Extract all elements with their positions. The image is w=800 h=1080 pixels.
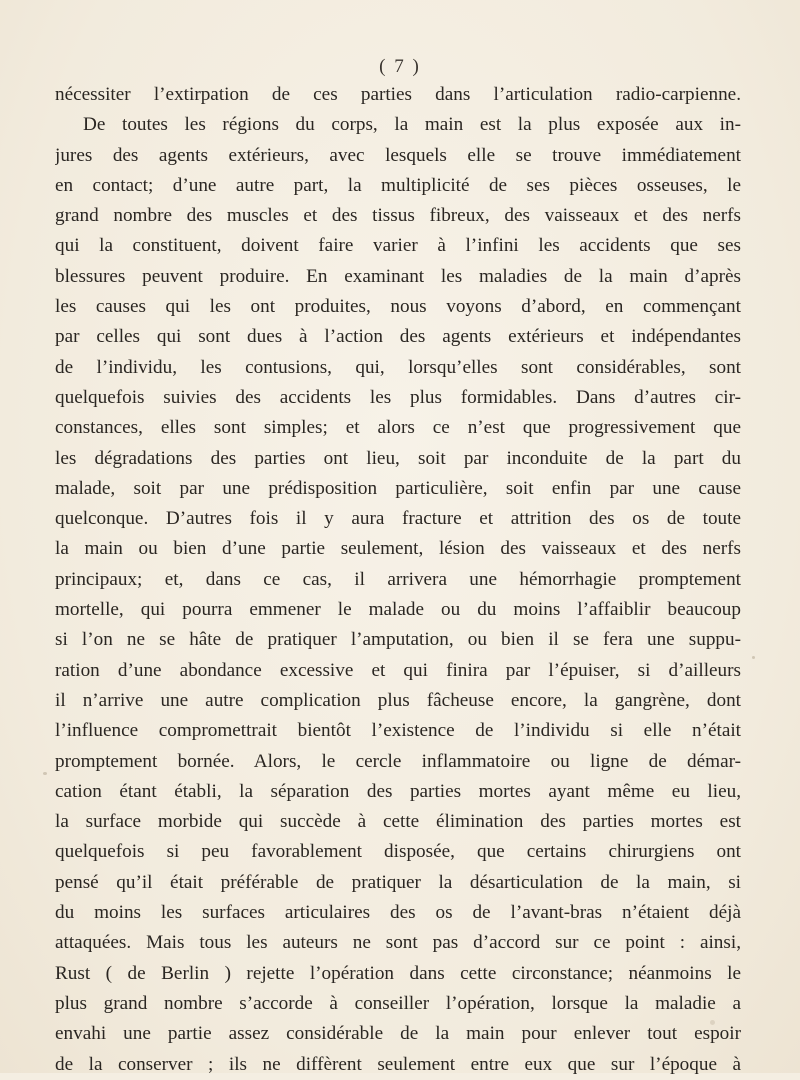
text-line: par celles qui sont dues à l’action des agents extérieurs et indépendantes <box>55 326 741 348</box>
text-line: quelquefois suivies des accidents les plus formidables. Dans d’autres cir- <box>55 386 741 408</box>
text-line: nécessiter l’extirpation de ces parties dans l’articulation radio-carpienne. <box>55 84 741 105</box>
text-line: jures des agents extérieurs, avec lesquels elle se trouve immédiatement <box>55 144 741 166</box>
text-line: blessures peuvent produire. En examinant les maladies de la main d’après <box>55 265 741 287</box>
text-line: la surface morbide qui succède à cette élimination des parties mortes est <box>55 811 741 833</box>
text-line: qui la constituent, doivent faire varier à l’infini les accidents que ses <box>55 235 741 257</box>
text-line: constances, elles sont simples; et alors ce n’est que progressivement que <box>55 417 741 439</box>
text-line: Rust ( de Berlin ) rejette l’opération dans cette circonstance; néanmoins le <box>55 962 741 984</box>
text-line: mortelle, qui pourra emmener le malade ou du moins l’affaiblir beaucoup <box>55 599 741 621</box>
text-line: si l’on ne se hâte de pratiquer l’amputation, ou bien il se fera une suppu- <box>55 629 741 651</box>
paper-speck <box>710 1020 715 1025</box>
text-line: attaquées. Mais tous les auteurs ne sont pas d’accord sur ce point : ainsi, <box>55 932 741 954</box>
paper-speck <box>752 656 755 659</box>
text-line: de la conserver ; ils ne diffèrent seulement entre eux que sur l’époque à <box>55 1053 741 1075</box>
text-line: ration d’une abondance excessive et qui finira par l’épuiser, si d’ailleurs <box>55 659 741 681</box>
text-line: du moins les surfaces articulaires des os de l’avant-bras n’étaient déjà <box>55 902 741 924</box>
text-line: pensé qu’il était préférable de pratiquer la désarticulation de la main, si <box>55 871 741 893</box>
text-line: grand nombre des muscles et des tissus fibreux, des vaisseaux et des nerfs <box>55 205 741 227</box>
text-line: les causes qui les ont produites, nous voyons d’abord, en commençant <box>55 296 741 318</box>
text-line: quelconque. D’autres fois il y aura fracture et attrition des os de toute <box>55 508 741 530</box>
paper-speck <box>43 772 47 775</box>
text-line: il n’arrive une autre complication plus fâcheuse encore, la gangrène, dont <box>55 689 741 711</box>
text-line: quelquefois si peu favorablement disposée, que certains chirurgiens ont <box>55 841 741 863</box>
text-line: plus grand nombre s’accorde à conseiller l’opération, lorsque la maladie a <box>55 992 741 1014</box>
text-line: la main ou bien d’une partie seulement, lésion des vaisseaux et des nerfs <box>55 538 741 560</box>
text-line: envahi une partie assez considérable de la main pour enlever tout espoir <box>55 1023 741 1045</box>
text-line: en contact; d’une autre part, la multiplicité de ses pièces osseuses, le <box>55 174 741 196</box>
text-line: promptement bornée. Alors, le cercle inflammatoire ou ligne de démar- <box>55 750 741 772</box>
text-line: cation étant établi, la séparation des parties mortes ayant même eu lieu, <box>55 780 741 802</box>
text-line: malade, soit par une prédisposition particulière, soit enfin par une cause <box>55 477 741 499</box>
page-number: ( 7 ) <box>379 56 421 77</box>
body-text <box>55 80 741 1080</box>
text-line: les dégradations des parties ont lieu, soit par inconduite de la part du <box>55 447 741 469</box>
text-line: principaux; et, dans ce cas, il arrivera une hémorrhagie promptement <box>55 568 741 590</box>
text-line: De toutes les régions du corps, la main est la plus exposée aux in- <box>83 114 741 136</box>
text-line: l’influence compromettrait bientôt l’existence de l’individu si elle n’était <box>55 720 741 742</box>
text-line: de l’individu, les contusions, qui, lorsqu’elles sont considérables, sont <box>55 356 741 378</box>
